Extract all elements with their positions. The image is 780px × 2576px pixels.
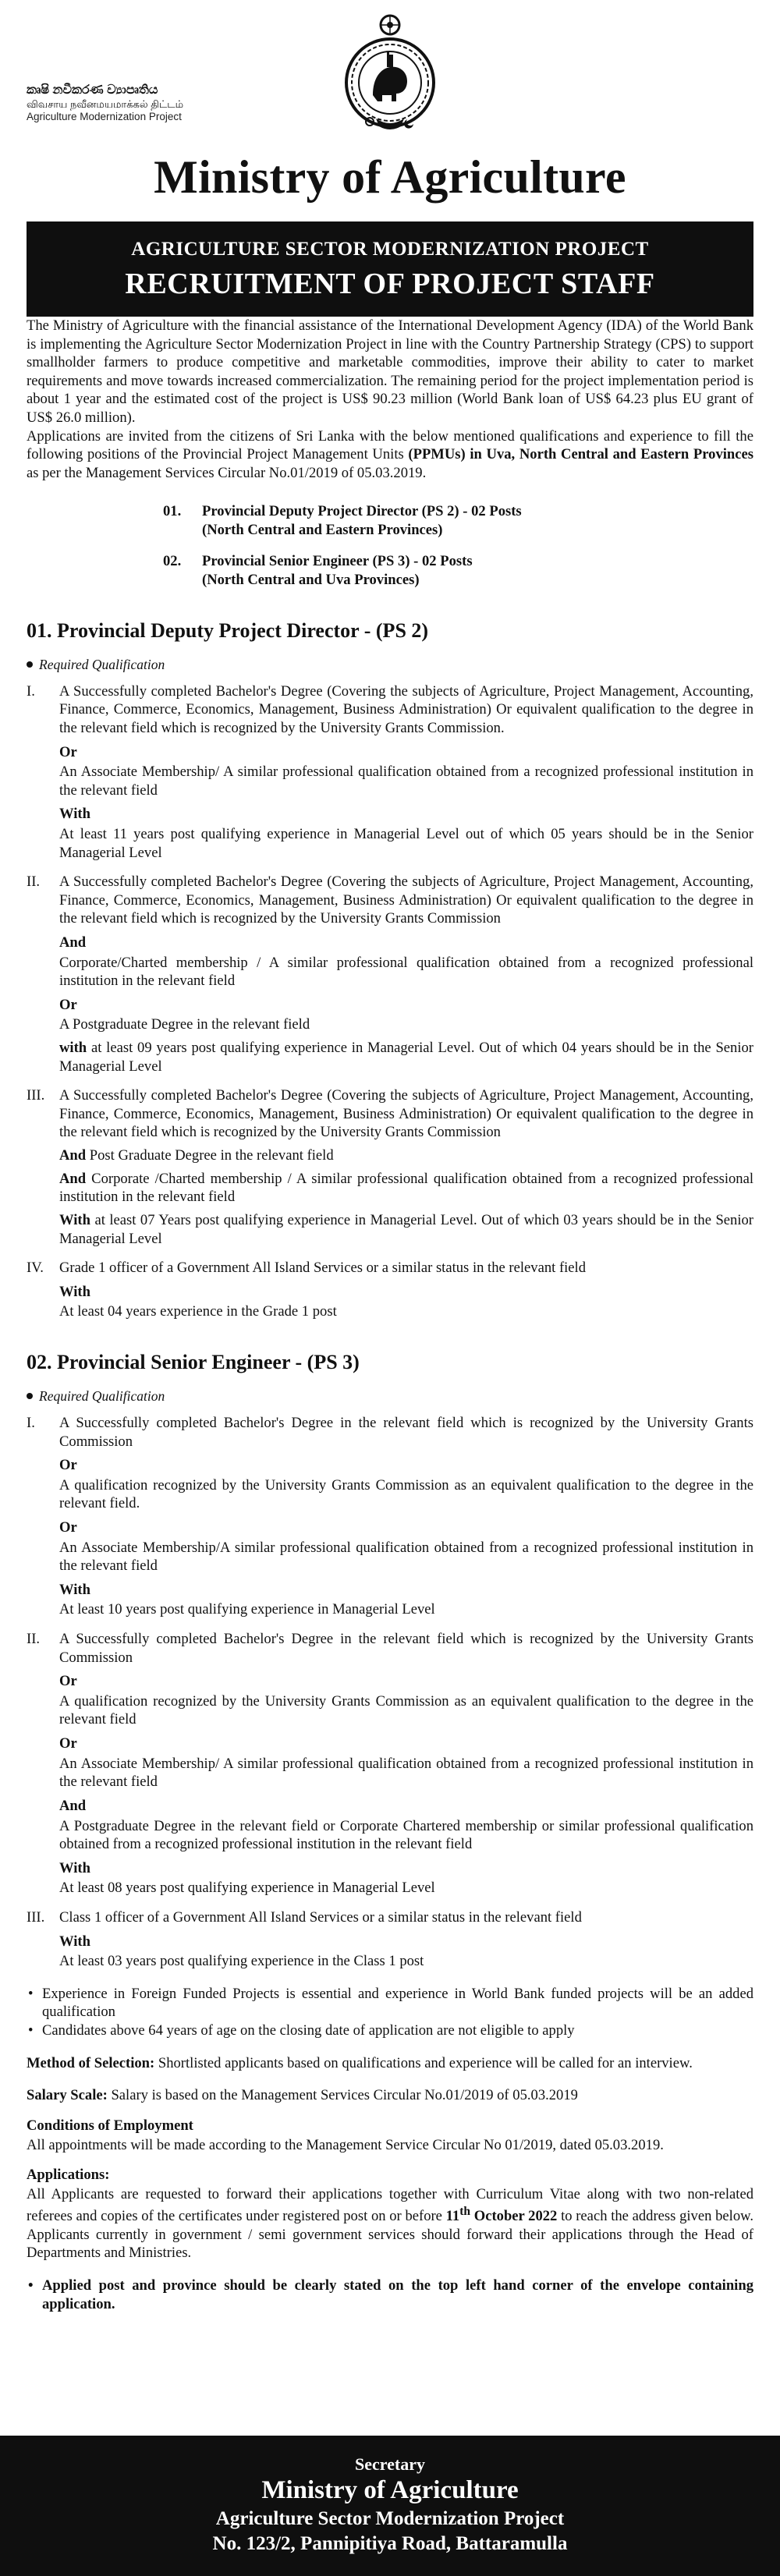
qualification-text: A Postgraduate Degree in the relevant field or Corporate Chartered membership or similar professional qualification obtained from a recognized professional institution in the relevant field: [59, 1817, 753, 1853]
notes-list: [27, 1985, 753, 2040]
qualification-text: An Associate Membership/A similar professional qualification obtained from a recognized professional institution in the relevant field: [59, 1539, 753, 1575]
conjunction: Or: [59, 1673, 77, 1690]
footer-address-block: [0, 2436, 780, 2576]
applications-text-bold: (PPMUs) in Uva, North Central and Eastern Provinces: [408, 446, 753, 463]
header: [0, 0, 780, 144]
qualification-text: A qualification recognized by the University Grants Commission as an equivalent qualification to the degree in the relevant field.: [59, 1476, 753, 1512]
banner-recruitment-title: RECRUITMENT OF PROJECT STAFF: [125, 268, 655, 300]
conjunction: Or: [59, 1519, 77, 1536]
required-qualification-label: Required Qualification: [27, 1388, 753, 1405]
qualification-text: At least 03 years post qualifying experience in the Class 1 post: [59, 1953, 424, 1970]
post-item: [163, 502, 753, 540]
qualification-text: A Successfully completed Bachelor's Degree (Covering the subjects of Agriculture, Project Management, Accounting, Finance, Commerce, Economics, Management, Business Administration) Or equivalent qualification to the degree in the relevant field which is recognized by the University Grants Commission.: [59, 682, 753, 736]
conjunction: Or: [59, 996, 77, 1013]
qualification-text: Grade 1 officer of a Government All Island Services or a similar status in the relevant field: [59, 1260, 587, 1277]
qualification-text: A Successfully completed Bachelor's Degree (Covering the subjects of Agriculture, Project Management, Accounting, Finance, Commerce, Economics, Management, Business Administration) Or equivalent qualification to the degree in the relevant field which is recognized by the University Grants Commission: [59, 873, 753, 927]
section-heading-senior-engineer: 02. Provincial Senior Engineer - (PS 3): [27, 1350, 360, 1373]
intro-paragraph: The Ministry of Agriculture with the financial assistance of the International Development Agency (IDA) of the World Bank is implementing the Agriculture Sector Modernization Project in line with the Country Partnership Strategy (CPS) to support smallholder farmers to produce competitive and marketable commodities, improve their ability to cater to market requirements and move towards increased commercialization. The remaining period for the project implementation period is about 1 year and the estimated cost of the project is US$ 90.23 million (World Bank loan of US$ 64.23 plus EU grant of US$ 26.0 million).: [27, 317, 753, 427]
footer-project: Agriculture Sector Modernization Project: [215, 2508, 565, 2529]
qualification-text: A Successfully completed Bachelor's Degree in the relevant field which is recognized by the University Grants Commission: [59, 1631, 753, 1666]
qualification-text: And Corporate /Charted membership / A similar professional qualification obtained from a recognized professional institution in the relevant field: [59, 1170, 753, 1206]
applications-text-start: Applications are invited from the citizens of Sri Lanka with the below mentioned qualifications and experience to fill the following positions of the Provincial Project Management Units: [27, 427, 753, 463]
post-number: 01.: [163, 503, 182, 520]
qualification-text: With at least 07 Years post qualifying experience in Managerial Level. Out of which 03 years should be in the Senior Managerial Level: [59, 1211, 753, 1247]
post-number: 02.: [163, 553, 182, 570]
conjunction: With: [59, 1283, 90, 1300]
qualification-text: Corporate/Charted membership / A similar professional qualification obtained from a recognized professional institution in the relevant field: [59, 954, 753, 990]
footer-ministry: Ministry of Agriculture: [261, 2476, 519, 2504]
item-number: III.: [27, 1087, 45, 1104]
conjunction: And: [59, 934, 87, 951]
qualification-item: [27, 1630, 753, 1897]
logo-line-tamil: விவசாய நவீனமயமாக்கல் திட்டம்: [27, 98, 184, 110]
title-banner: [27, 221, 753, 317]
conjunction: With: [59, 1581, 90, 1598]
applications-heading: Applications:: [27, 2167, 110, 2184]
applications-text: All Applicants are requested to forward their applications together with Curriculum Vitae along with two non-related referees and copies of the certificates under registered post on or before 11th October 2022 to reach the address given below. Applicants currently in government / semi government services should forward their applications through the Head of Departments and Ministries.: [27, 2186, 753, 2262]
conjunction: Or: [59, 743, 77, 760]
qualification-text: At least 08 years post qualifying experience in Managerial Level: [59, 1880, 435, 1897]
logo-line-sinhala: කෘෂි නවීකරණ ව්‍යාපෘතිය: [27, 83, 158, 97]
posts-list: [163, 502, 753, 589]
conjunction: With: [59, 1933, 90, 1950]
conditions-text: All appointments will be made according to the Management Service Circular No 01/2019, dated 05.03.2019.: [27, 2136, 664, 2153]
item-number: II.: [27, 1631, 41, 1648]
conjunction: And: [59, 1797, 87, 1814]
bullet-icon: [27, 661, 33, 668]
qualification-item: [27, 1414, 753, 1619]
post-provinces: (North Central and Eastern Provinces): [202, 522, 443, 539]
qualification-item: [27, 1086, 753, 1248]
qualification-text: with at least 09 years post qualifying experience in Managerial Level. Out of which 04 years should be in the Senior Managerial Level: [59, 1040, 753, 1075]
qualification-text: A Successfully completed Bachelor's Degree in the relevant field which is recognized by the University Grants Commission: [59, 1414, 753, 1450]
list-item: • Candidates above 64 years of age on the closing date of application are not eligible to apply: [27, 2021, 753, 2040]
footer-secretary: Secretary: [355, 2454, 425, 2474]
page-title: Ministry of Agriculture: [154, 151, 626, 203]
post-title: Provincial Deputy Project Director (PS 2) - 02 Posts: [202, 503, 522, 520]
item-number: II.: [27, 873, 41, 891]
item-number: I.: [27, 1414, 35, 1431]
qualification-item: [27, 1908, 753, 1971]
conjunction: With: [59, 1859, 90, 1876]
qualification-text: A qualification recognized by the University Grants Commission as an equivalent qualification to the degree in the relevant field: [59, 1692, 753, 1728]
post-provinces: (North Central and Uva Provinces): [202, 571, 420, 588]
conditions-heading: Conditions of Employment: [27, 2117, 193, 2134]
post-item: [163, 552, 753, 590]
section-heading-deputy-director: 01. Provincial Deputy Project Director - (PS 2): [27, 618, 429, 642]
item-number: III.: [27, 1908, 45, 1926]
post-title: Provincial Senior Engineer (PS 3) - 02 Posts: [202, 553, 473, 570]
conjunction: Or: [59, 1457, 77, 1474]
qualification-text: At least 04 years experience in the Grade 1 post: [59, 1303, 337, 1320]
conjunction: With: [59, 806, 90, 823]
closing-date: 11th October 2022: [445, 2205, 558, 2225]
method-of-selection: Method of Selection: Shortlisted applicants based on qualifications and experience will be called for an interview.: [27, 2054, 693, 2071]
qualification-text: At least 10 years post qualifying experience in Managerial Level: [59, 1601, 435, 1618]
qualification-text: And Post Graduate Degree in the relevant field: [59, 1147, 334, 1164]
qualification-item: [27, 682, 753, 862]
project-logo-text: [27, 83, 183, 124]
bullet-icon: [27, 1393, 33, 1399]
applications-text-end: as per the Management Services Circular No.01/2019 of 05.03.2019.: [27, 464, 427, 481]
qualification-text: At least 11 years post qualifying experience in Managerial Level out of which 05 years should be in the Senior Managerial Level: [59, 825, 753, 861]
sri-lanka-emblem-icon: [342, 11, 438, 140]
required-qualification-label: Required Qualification: [27, 657, 753, 673]
salary-scale: Salary Scale: Salary is based on the Management Services Circular No.01/2019 of 05.03.2019: [27, 2087, 578, 2104]
applications-invited-paragraph: [27, 427, 753, 483]
qualification-text: An Associate Membership/ A similar professional qualification obtained from a recognized professional institution in the relevant field: [59, 1755, 753, 1791]
banner-project-name: AGRICULTURE SECTOR MODERNIZATION PROJECT: [131, 239, 649, 260]
qualification-text: A Successfully completed Bachelor's Degree (Covering the subjects of Agriculture, Project Management, Accounting, Finance, Commerce, Economics, Management, Business Administration) Or equivalent qualification to the degree in the relevant field which is recognized by the University Grants Commission: [59, 1087, 753, 1141]
qualification-text: A Postgraduate Degree in the relevant field: [59, 1016, 310, 1033]
footer-address: No. 123/2, Pannipitiya Road, Battaramulla: [212, 2533, 568, 2554]
logo-line-english: Agriculture Modernization Project: [27, 111, 182, 123]
list-item: • Experience in Foreign Funded Projects is essential and experience in World Bank funded projects will be an added qualification: [27, 1985, 753, 2021]
qualification-text: An Associate Membership/ A similar professional qualification obtained from a recognized professional institution in the relevant field: [59, 764, 753, 799]
item-number: IV.: [27, 1260, 44, 1277]
qualification-text: Class 1 officer of a Government All Island Services or a similar status in the relevant field: [59, 1908, 582, 1926]
item-number: I.: [27, 682, 35, 700]
qualification-item: [27, 1259, 753, 1321]
conjunction: Or: [59, 1735, 77, 1752]
main-content: [0, 317, 780, 2313]
envelope-note: • Applied post and province should be clearly stated on the top left hand corner of the envelope containing application.: [27, 2277, 753, 2313]
qualification-item: [27, 873, 753, 1075]
